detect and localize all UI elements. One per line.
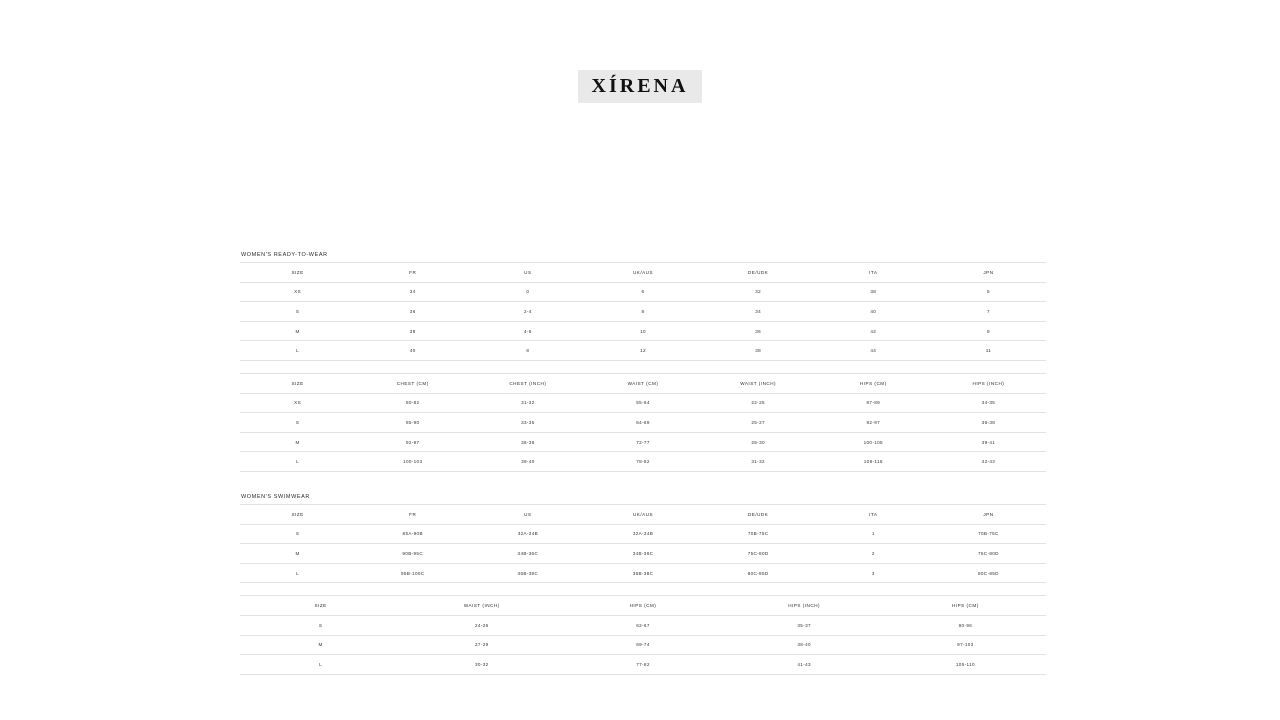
cell: 108-116 bbox=[816, 452, 931, 472]
cell: 27-29 bbox=[401, 635, 562, 655]
cell: 87-89 bbox=[816, 393, 931, 413]
cell: 38-40 bbox=[724, 635, 885, 655]
cell: 12 bbox=[585, 341, 700, 361]
cell: 70B-75C bbox=[931, 524, 1046, 544]
table-header-row bbox=[240, 373, 1046, 393]
cell: 69-74 bbox=[562, 635, 723, 655]
column-header: ITA bbox=[816, 504, 931, 524]
column-header: HIPS (INCH) bbox=[931, 373, 1046, 393]
cell: 34 bbox=[355, 282, 470, 302]
cell: S bbox=[240, 524, 355, 544]
cell: L bbox=[240, 341, 355, 361]
cell: 11 bbox=[931, 341, 1046, 361]
cell: 105-110 bbox=[885, 655, 1046, 675]
cell: 85A-90B bbox=[355, 524, 470, 544]
cell: 36-38 bbox=[931, 413, 1046, 433]
column-header: FR bbox=[355, 504, 470, 524]
table-row bbox=[240, 432, 1046, 452]
cell: 24-26 bbox=[401, 615, 562, 635]
cell: 31-32 bbox=[701, 452, 816, 472]
cell: 33-35 bbox=[470, 413, 585, 433]
column-header: HIPS (CM) bbox=[816, 373, 931, 393]
cell: 2-4 bbox=[470, 302, 585, 322]
cell: 80C-85D bbox=[701, 563, 816, 583]
cell: XS bbox=[240, 393, 355, 413]
cell: 77-82 bbox=[562, 655, 723, 675]
cell: 1 bbox=[816, 524, 931, 544]
cell: 38 bbox=[355, 321, 470, 341]
section-divider-space bbox=[240, 484, 1046, 494]
column-header: US bbox=[470, 504, 585, 524]
column-header: CHEST (CM) bbox=[355, 373, 470, 393]
cell: 78-82 bbox=[585, 452, 700, 472]
cell: 32A-34B bbox=[470, 524, 585, 544]
column-header: HIPS (CM) bbox=[562, 596, 723, 616]
column-header: SIZE bbox=[240, 504, 355, 524]
cell: 100-105 bbox=[816, 432, 931, 452]
section-womens-ready-to-wear bbox=[240, 252, 1046, 472]
column-header: SIZE bbox=[240, 596, 401, 616]
cell: 10 bbox=[585, 321, 700, 341]
cell: 34B-36C bbox=[585, 544, 700, 564]
cell: L bbox=[240, 563, 355, 583]
cell: 100-103 bbox=[355, 452, 470, 472]
brand-logo: XÍRENA bbox=[578, 70, 703, 103]
column-header: DE/UDK bbox=[701, 263, 816, 283]
column-header: JPN bbox=[931, 263, 1046, 283]
cell: 85-90 bbox=[355, 413, 470, 433]
cell: 42-43 bbox=[931, 452, 1046, 472]
cell: 92-97 bbox=[816, 413, 931, 433]
section-title: WOMEN'S SWIMWEAR bbox=[241, 493, 311, 500]
table-row bbox=[240, 524, 1046, 544]
column-header: JPN bbox=[931, 504, 1046, 524]
table-row bbox=[240, 615, 1046, 635]
cell: 39-40 bbox=[470, 452, 585, 472]
cell: 36B-38C bbox=[585, 563, 700, 583]
table-row bbox=[240, 321, 1046, 341]
cell: 7 bbox=[931, 302, 1046, 322]
cell: 80C-85D bbox=[931, 563, 1046, 583]
cell: 34B-36C bbox=[470, 544, 585, 564]
table-row bbox=[240, 655, 1046, 675]
table-row bbox=[240, 413, 1046, 433]
cell: 41-43 bbox=[724, 655, 885, 675]
column-header: SIZE bbox=[240, 263, 355, 283]
brand-logo-container bbox=[0, 70, 1280, 103]
cell: 32 bbox=[701, 282, 816, 302]
section-title: WOMEN'S READY-TO-WEAR bbox=[241, 252, 328, 258]
cell: 38 bbox=[701, 341, 816, 361]
column-header: WAIST (INCH) bbox=[401, 596, 562, 616]
column-header: UK/AUS bbox=[585, 504, 700, 524]
table-swim-measurements bbox=[240, 595, 1046, 674]
cell: S bbox=[240, 413, 355, 433]
column-header: SIZE bbox=[240, 373, 355, 393]
cell: 32A-34B bbox=[585, 524, 700, 544]
table-row bbox=[240, 635, 1046, 655]
cell: 72-77 bbox=[585, 432, 700, 452]
cell: 8 bbox=[470, 341, 585, 361]
cell: 8 bbox=[585, 302, 700, 322]
table-rtw-measurements bbox=[240, 373, 1046, 472]
cell: 31-32 bbox=[470, 393, 585, 413]
cell: 25-27 bbox=[701, 413, 816, 433]
cell: 2 bbox=[816, 544, 931, 564]
cell: 70B-75C bbox=[701, 524, 816, 544]
column-header: ITA bbox=[816, 263, 931, 283]
table-row bbox=[240, 341, 1046, 361]
cell: 40 bbox=[355, 341, 470, 361]
cell: M bbox=[240, 432, 355, 452]
column-header: WAIST (INCH) bbox=[701, 373, 816, 393]
table-header-row bbox=[240, 263, 1046, 283]
cell: 38 bbox=[816, 282, 931, 302]
section-womens-swimwear bbox=[240, 494, 1046, 675]
column-header: FR bbox=[355, 263, 470, 283]
cell: 44 bbox=[816, 341, 931, 361]
cell: M bbox=[240, 635, 401, 655]
cell: 0 bbox=[470, 282, 585, 302]
cell: 36-38 bbox=[470, 432, 585, 452]
cell: 55-64 bbox=[585, 393, 700, 413]
cell: 4-6 bbox=[470, 321, 585, 341]
column-header: HIPS (CM) bbox=[885, 596, 1046, 616]
size-guide-content bbox=[240, 252, 1046, 687]
cell: S bbox=[240, 302, 355, 322]
cell: M bbox=[240, 321, 355, 341]
cell: L bbox=[240, 452, 355, 472]
cell: 36 bbox=[701, 321, 816, 341]
cell: 3 bbox=[816, 563, 931, 583]
cell: 64-69 bbox=[585, 413, 700, 433]
cell: XS bbox=[240, 282, 355, 302]
table-row bbox=[240, 393, 1046, 413]
cell: 34-35 bbox=[931, 393, 1046, 413]
cell: 36B-38C bbox=[470, 563, 585, 583]
cell: 90B-95C bbox=[355, 544, 470, 564]
cell: 28-30 bbox=[701, 432, 816, 452]
cell: 5 bbox=[931, 282, 1046, 302]
cell: 95B-100C bbox=[355, 563, 470, 583]
table-row bbox=[240, 563, 1046, 583]
cell: 90-96 bbox=[885, 615, 1046, 635]
column-header: WAIST (CM) bbox=[585, 373, 700, 393]
cell: 9 bbox=[931, 321, 1046, 341]
cell: 62-67 bbox=[562, 615, 723, 635]
column-header: UK/AUS bbox=[585, 263, 700, 283]
cell: 75C-80D bbox=[701, 544, 816, 564]
table-row bbox=[240, 282, 1046, 302]
cell: 92-97 bbox=[355, 432, 470, 452]
table-swim-international-sizes bbox=[240, 504, 1046, 583]
cell: 39-41 bbox=[931, 432, 1046, 452]
cell: 35-37 bbox=[724, 615, 885, 635]
cell: M bbox=[240, 544, 355, 564]
cell: L bbox=[240, 655, 401, 675]
cell: 36 bbox=[355, 302, 470, 322]
cell: 42 bbox=[816, 321, 931, 341]
cell: 22-25 bbox=[701, 393, 816, 413]
cell: 34 bbox=[701, 302, 816, 322]
cell: 40 bbox=[816, 302, 931, 322]
column-header: CHEST (INCH) bbox=[470, 373, 585, 393]
table-header-row bbox=[240, 596, 1046, 616]
table-row bbox=[240, 302, 1046, 322]
cell: 30-32 bbox=[401, 655, 562, 675]
cell: 75C-80D bbox=[931, 544, 1046, 564]
cell: 97-103 bbox=[885, 635, 1046, 655]
table-header-row bbox=[240, 504, 1046, 524]
cell: 6 bbox=[585, 282, 700, 302]
table-row bbox=[240, 452, 1046, 472]
table-row bbox=[240, 544, 1046, 564]
table-rtw-international-sizes bbox=[240, 262, 1046, 361]
column-header: US bbox=[470, 263, 585, 283]
column-header: DE/UDK bbox=[701, 504, 816, 524]
cell: 80-82 bbox=[355, 393, 470, 413]
cell: S bbox=[240, 615, 401, 635]
column-header: HIPS (INCH) bbox=[724, 596, 885, 616]
